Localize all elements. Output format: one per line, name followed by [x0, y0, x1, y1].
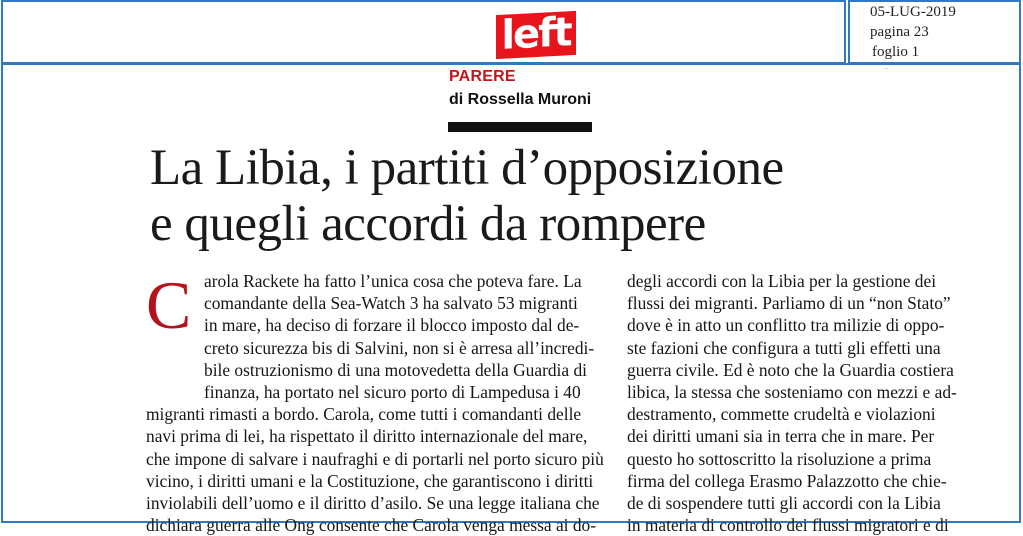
- section-label: PARERE: [449, 68, 516, 85]
- body-line: de di sospendere tutti gli accordi con la Libia: [627, 493, 941, 514]
- body-line: firma del collega Erasmo Palazzotto che chie-: [627, 470, 947, 491]
- drop-cap: C: [146, 267, 192, 343]
- body-line: bile ostruzionismo di una motovedetta della Guardia di: [204, 359, 587, 380]
- body-line: libica, la stessa che sosteniamo con mezzi e ad-: [627, 382, 957, 403]
- left-logo: left: [496, 11, 576, 59]
- body-line: che impone di salvare i naufraghi e di portarli nel porto sicuro più: [146, 448, 604, 469]
- body-line: flussi dei migranti. Parliamo di un “non Stato”: [627, 293, 951, 314]
- body-line: migranti rimasti a bordo. Carola, come tutti i comandanti delle: [146, 404, 582, 425]
- body-line: in materia di controllo dei flussi migratori e di: [627, 515, 949, 536]
- body-line: questo ho sottoscritto la risoluzione a prima: [627, 448, 932, 469]
- sheet-number: foglio 1: [872, 44, 920, 60]
- body-line: arola Rackete ha fatto l’unica cosa che poteva fare. La: [204, 271, 582, 291]
- body-line: creto sicurezza bis di Salvini, non si è arresa all’incredi-: [204, 337, 595, 358]
- body-line: guerra civile. Ed è noto che la Guardia costiera: [627, 359, 954, 380]
- body-line: dichiara guerra alle Ong consente che Carola venga messa ai do-: [146, 515, 597, 536]
- body-line: comandante della Sea-Watch 3 ha salvato 53 migranti: [204, 293, 578, 314]
- article-column-2: [627, 270, 1007, 536]
- headline-line: La Libia, i partiti d’opposizione: [150, 140, 784, 196]
- body-line: vicino, i diritti umani e la Costituzione, che garantiscono i diritti: [146, 470, 594, 491]
- article-column-1: [146, 267, 612, 536]
- headline-line: e quegli accordi da rompere: [150, 196, 706, 252]
- body-line: dei diritti umani sia in terra che in mare. Per: [627, 426, 935, 447]
- body-line: inviolabili dell’uomo e il diritto d’asilo. Se una legge italiana che: [146, 493, 600, 514]
- body-line: finanza, ha portato nel sicuro porto di Lampedusa i 40: [204, 382, 581, 403]
- byline-rule: [448, 122, 592, 132]
- publication-date: 05-LUG-2019: [870, 4, 956, 20]
- body-line: in mare, ha deciso di forzare il blocco imposto dal de-: [204, 315, 580, 336]
- body-line: destramento, commette crudeltà e violazioni: [627, 404, 936, 425]
- body-line: navi prima di lei, ha rispettato il diritto internazionale del mare,: [146, 426, 588, 447]
- header-frame: [1, 0, 846, 64]
- body-line: degli accordi con la Libia per la gestione dei: [627, 271, 937, 291]
- tiny-mark: ...: [884, 66, 888, 71]
- body-line: ste fazioni che configura a tutti gli effetti una: [627, 337, 941, 358]
- byline: di Rossella Muroni: [449, 91, 592, 108]
- page-number: pagina 23: [870, 24, 929, 40]
- headline: [150, 140, 950, 252]
- body-line: dove è in atto un conflitto tra milizie di oppo-: [627, 315, 945, 336]
